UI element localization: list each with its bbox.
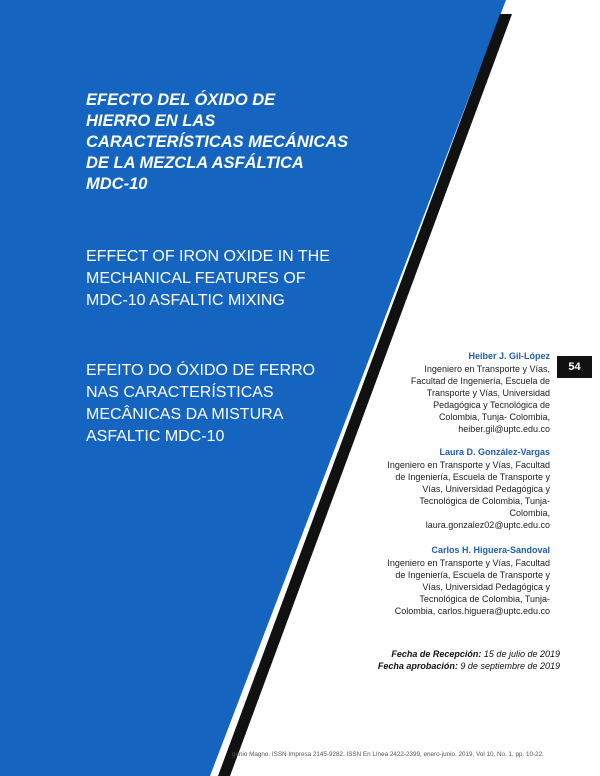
title-es-line: HIERRO EN LAS [86, 112, 216, 130]
author-block [310, 350, 550, 435]
author-affiliation-line: Tecnológica de Colombia, Tunja- [419, 594, 550, 604]
approval-date-value: 9 de septiembre de 2019 [460, 661, 560, 671]
title-es-line: EFECTO DEL ÓXIDO DE [86, 91, 276, 109]
author-affiliation-line: Ingeniero en Transporte y Vías, Facultad [387, 460, 550, 470]
title-pt-line: NAS CARACTERÍSTICAS [86, 384, 274, 401]
author-affiliation-line: Colombia, Tunja- Colombia, [438, 412, 550, 422]
reception-date [391, 648, 560, 660]
reception-date-value: 15 de julio de 2019 [483, 649, 560, 659]
author-affiliation-line: Vías, Universidad Pedagógica y [422, 484, 550, 494]
author-affiliation-line: Pedagógica y Tecnológica de [433, 400, 550, 410]
title-en-line: EFFECT OF IRON OXIDE IN THE [86, 248, 330, 265]
footer-citation: genio Magno. ISSN Impresa 2145-9282. ISSN En Línea 2422-2399, enero-junio. 2019, Vol 10, No. 1, pp. 10-22. [232, 751, 544, 758]
title-pt-line: EFEITO DO ÓXIDO DE FERRO [86, 362, 316, 379]
author-email[interactable]: laura.gonzalez02@uptc.edu.co [425, 520, 550, 530]
title-spanish [86, 90, 366, 195]
author-affiliation-line: Transporte y Vías, Universidad [426, 388, 550, 398]
approval-date-label: Fecha aprobación: [377, 661, 458, 671]
title-es-line: MDC-10 [86, 175, 148, 193]
author-block [310, 544, 550, 617]
page-number: 54 [557, 356, 592, 378]
title-en-line: MDC-10 ASFALTIC MIXING [86, 292, 285, 309]
author-affiliation-line: Vías, Universidad Pedagógica y [422, 582, 550, 592]
author-name: Heiber J. Gil-López [468, 351, 550, 361]
author-name: Laura D. González-Vargas [439, 447, 550, 457]
author-affiliation-line: Facultad de Ingeniería, Escuela de [410, 376, 550, 386]
author-affiliation-line: Colombia, [509, 508, 550, 518]
title-pt-line: ASFALTIC MDC-10 [86, 428, 225, 445]
author-email[interactable]: Colombia, carlos.higuera@uptc.edu.co [394, 606, 550, 616]
reception-date-label: Fecha de Recepción: [391, 649, 482, 659]
title-es-line: DE LA MEZCLA ASFÁLTICA [86, 154, 304, 172]
author-affiliation-line: Tecnológica de Colombia, Tunja- [419, 496, 550, 506]
title-en-line: MECHANICAL FEATURES OF [86, 270, 306, 287]
author-affiliation-line: Ingeniero en Transporte y Vías, Facultad [387, 558, 550, 568]
author-affiliation-line: de Ingeniería, Escuela de Transporte y [395, 472, 550, 482]
title-es-line: CARACTERÍSTICAS MECÁNICAS [86, 133, 349, 151]
title-pt-line: MECÂNICAS DA MISTURA [86, 406, 284, 423]
author-email[interactable]: heiber.gil@uptc.edu.co [458, 424, 550, 434]
approval-date [378, 660, 560, 672]
title-english [86, 246, 376, 312]
author-affiliation-line: de Ingeniería, Escuela de Transporte y [395, 570, 550, 580]
author-name: Carlos H. Higuera-Sandoval [431, 545, 550, 555]
author-affiliation-line: Ingeniero en Transporte y Vías, [424, 364, 550, 374]
author-block [310, 446, 550, 531]
